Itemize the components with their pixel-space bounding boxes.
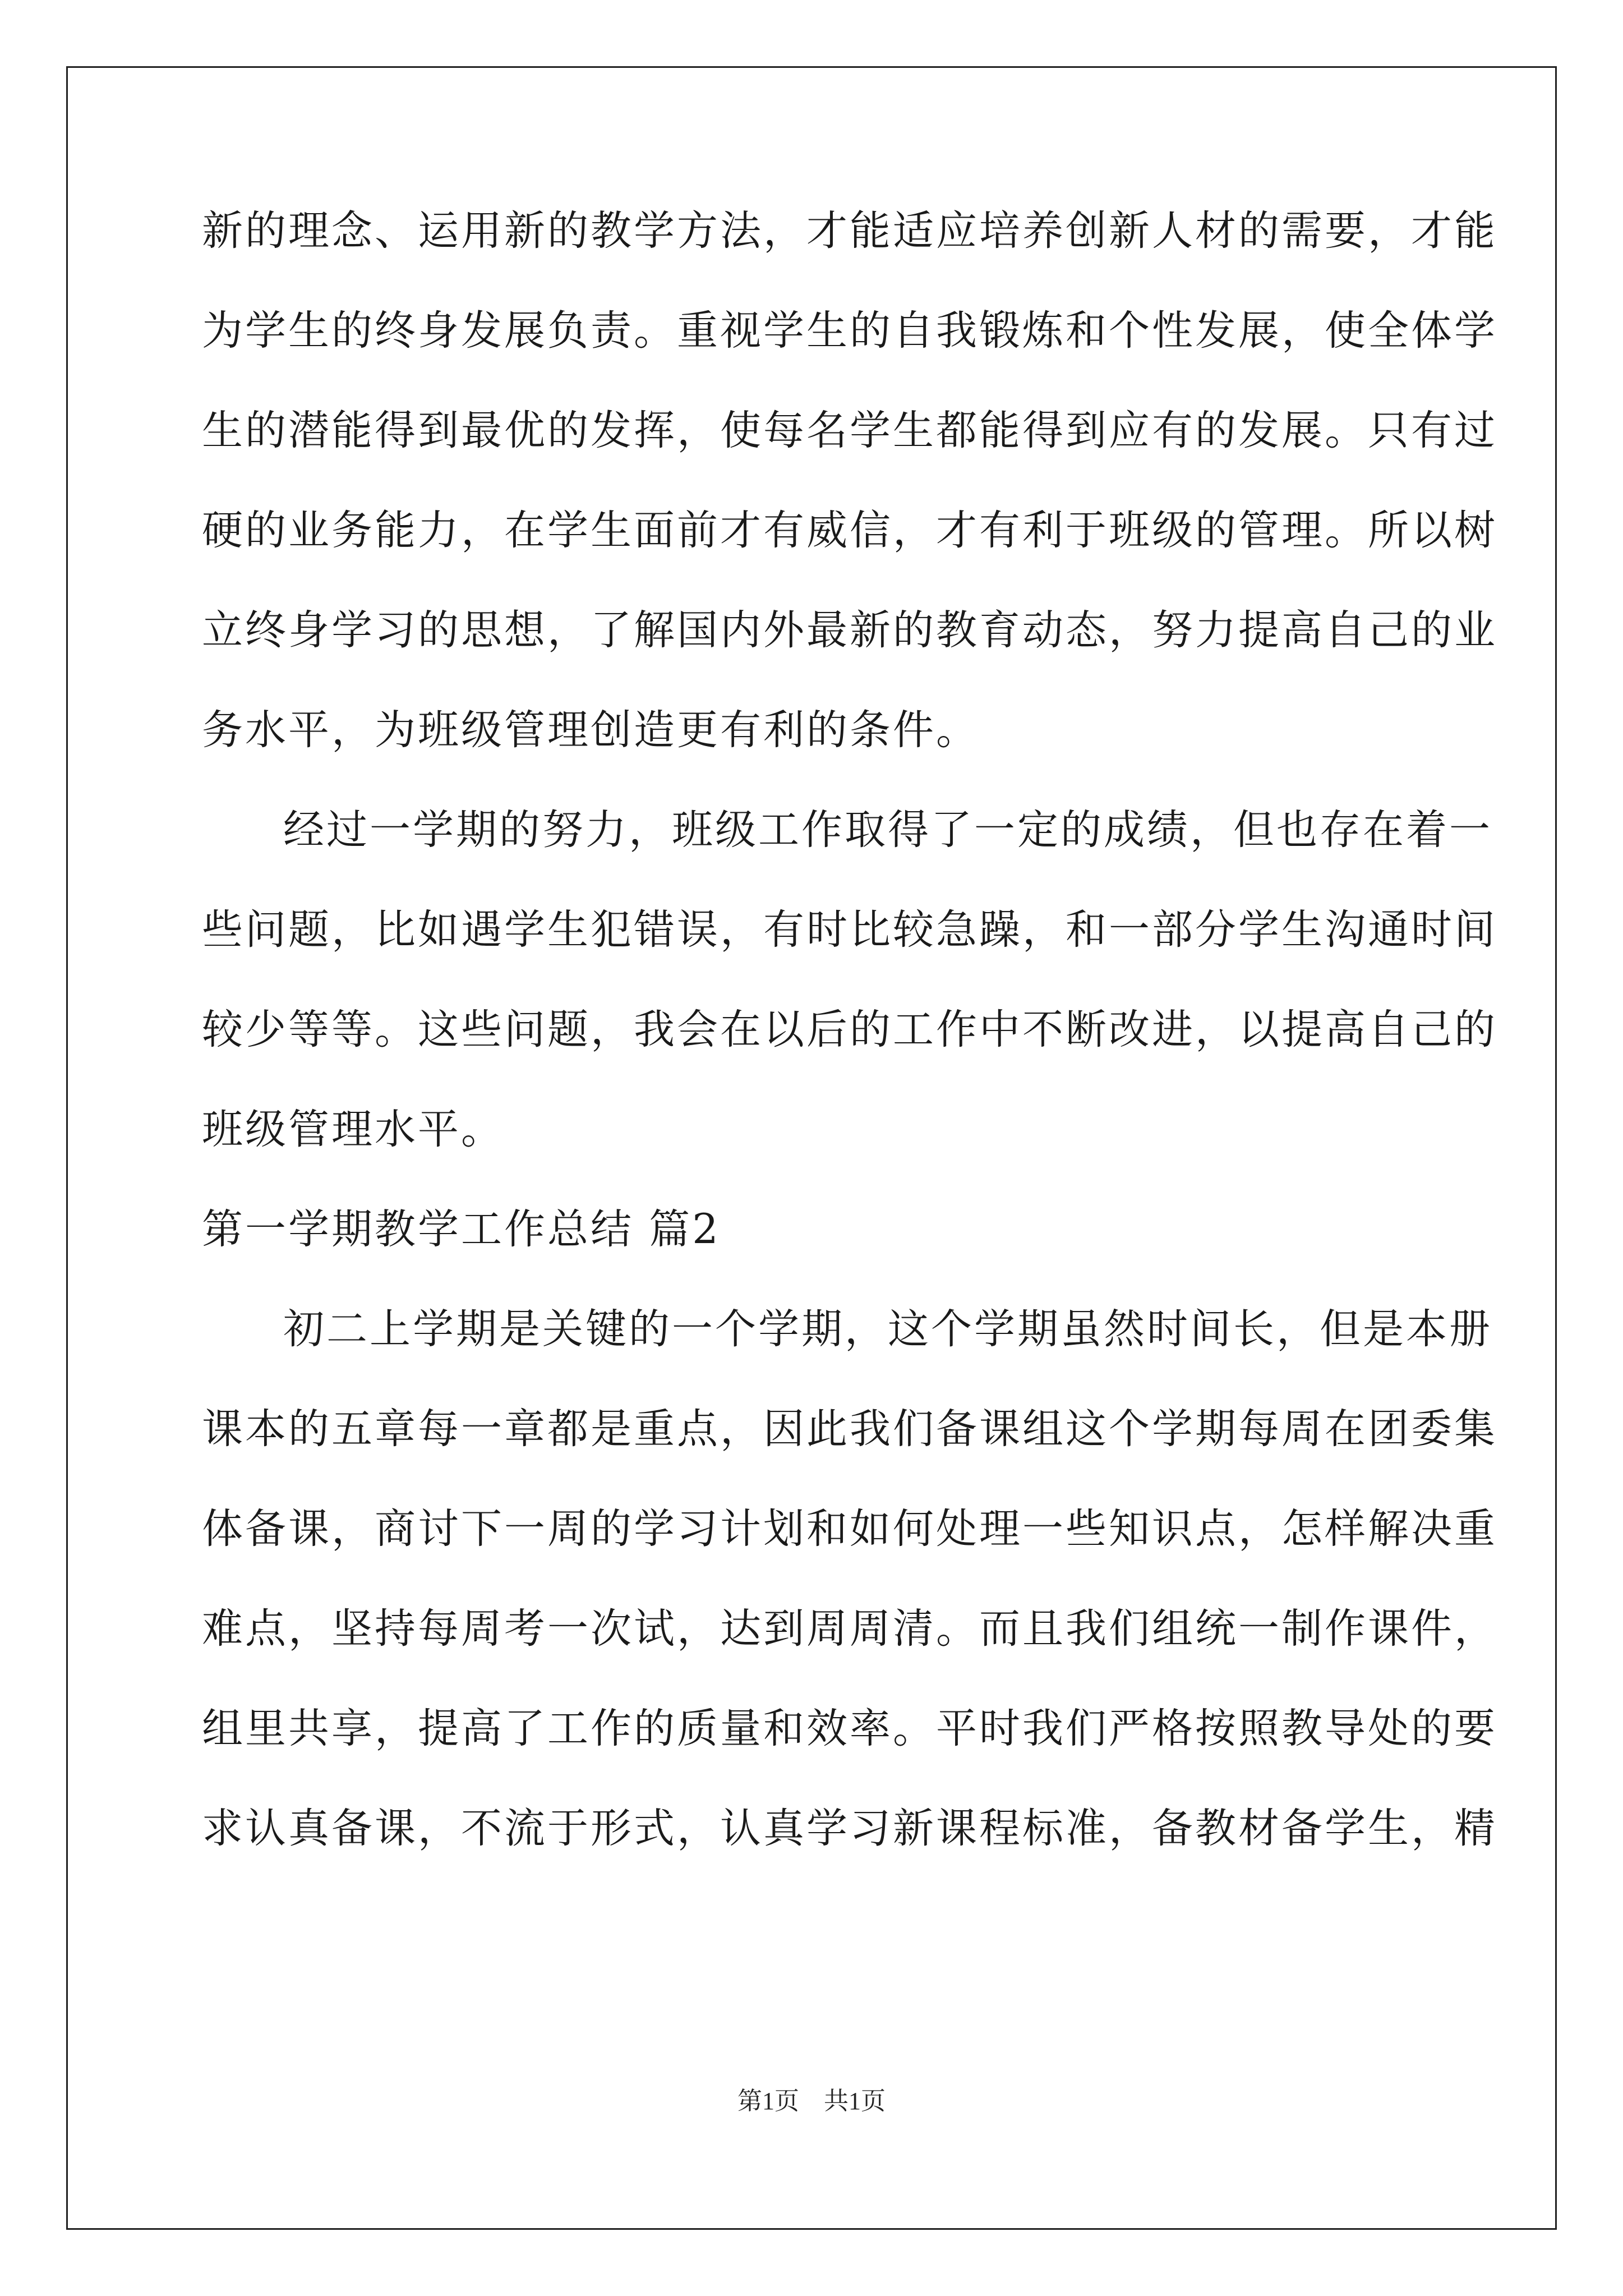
- text-line: 硬的业务能力，在学生面前才有威信，才有利于班级的管理。所以树: [202, 507, 1497, 554]
- text-line: 新的理念、运用新的教学方法，才能适应培养创新人材的需要，才能: [202, 207, 1497, 255]
- text-line: 较少等等。这些问题，我会在以后的工作中不断改进，以提高自己的: [202, 1006, 1497, 1053]
- section-heading: 第一学期教学工作总结 篇2: [202, 1205, 721, 1253]
- text-line: 生的潜能得到最优的发挥，使每名学生都能得到应有的发展。只有过: [202, 407, 1497, 454]
- text-line: 班级管理水平。: [202, 1106, 504, 1153]
- text-line: 些问题，比如遇学生犯错误，有时比较急躁，和一部分学生沟通时间: [202, 906, 1497, 954]
- text-line: 务水平，为班级管理创造更有利的条件。: [202, 706, 979, 754]
- text-line: 求认真备课，不流于形式，认真学习新课程标准，备教材备学生，精: [202, 1805, 1497, 1852]
- text-line: 立终身学习的思想，了解国内外最新的教育动态，努力提高自己的业: [202, 606, 1497, 654]
- page-number-footer: 第1页 共1页: [737, 2087, 886, 2115]
- text-line: 课本的五章每一章都是重点，因此我们备课组这个学期每周在团委集: [202, 1405, 1497, 1453]
- text-line: 难点，坚持每周考一次试，达到周周清。而且我们组统一制作课件，: [202, 1605, 1497, 1653]
- paragraph-first-line: 经过一学期的努力，班级工作取得了一定的成绩，但也存在着一: [283, 806, 1492, 854]
- text-line: 体备课，商讨下一周的学习计划和如何处理一些知识点，怎样解决重: [202, 1505, 1497, 1553]
- text-line: 为学生的终身发展负责。重视学生的自我锻炼和个性发展，使全体学: [202, 307, 1497, 355]
- text-line: 组里共享，提高了工作的质量和效率。平时我们严格按照教导处的要: [202, 1705, 1497, 1752]
- paragraph-first-line: 初二上学期是关键的一个学期，这个学期虽然时间长，但是本册: [283, 1305, 1492, 1353]
